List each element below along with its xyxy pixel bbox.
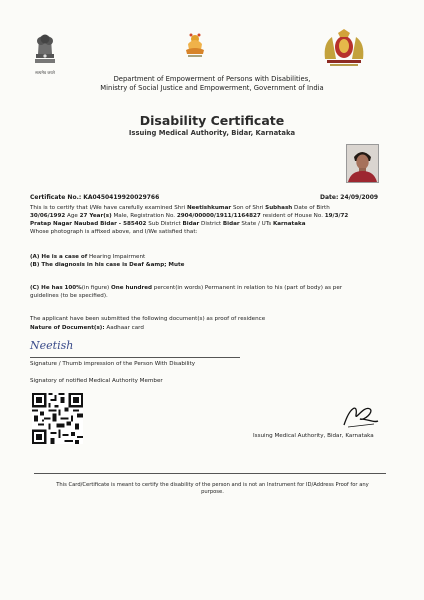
body-text: District [201,221,222,227]
karnataka-emblem-icon [320,29,368,69]
date-value: 24/09/2009 [340,194,379,201]
authority-signature-caption: Signatory of notified Medical Authority Member [30,378,163,384]
page-subtitle: Issuing Medical Authority, Bidar, Karnataka [128,129,296,137]
emblem-caption: सत्यमेव जयते [35,70,55,75]
certificate-number [30,194,159,202]
documents-value: Aadhaar card [106,325,144,331]
body-line-3 [30,221,306,229]
applicant-signature-caption: Signature / Thumb impression of the Person With Disability [30,361,196,367]
father-name: Subhash [265,205,293,211]
department-line-2: Ministry of Social Justice and Empowerment, Government of India [100,84,324,92]
applicant-signature: Neetish [30,339,74,352]
disability-percent: 100% [64,285,82,291]
applicant-name: Neetishkumar [186,205,232,211]
date-of-birth: 30/06/1992 [30,213,66,219]
center-logo-icon [182,30,208,60]
documents-row [30,325,144,333]
signature-line [30,357,240,358]
page-title: Disability Certificate [139,113,285,128]
date-label: Date: [320,194,339,201]
authority-signature-icon [340,401,380,429]
documents-label: Nature of Document(s): [30,325,105,331]
body-text: This is to certify that I/We have carefully examined Shri [30,205,186,211]
applicant-photo [346,144,379,183]
disability-percent-words: One hundred [111,285,153,291]
condition-b [30,262,184,270]
body-text: resident of House No. [262,213,323,219]
certificate-number-label: Certificate No.: [30,194,82,201]
district: Bidar [222,221,240,227]
documents-line: The applicant have been submitted the following document(s) as proof of residence [30,316,266,322]
state: Karnataka [272,221,306,227]
footer-note-line-1: This Card/Certificate is meant to certify the disability of the person and is not an Instrument for ID/Address Proof for any [56,482,369,488]
condition-b-value: Deaf &amp; Mute [129,262,185,268]
condition-c-line-2: guidelines (to be specified). [30,293,108,299]
condition-a [30,254,145,262]
body-text: (in figure) [81,285,110,291]
body-text: percent(in words) Permanent in relation to his [153,285,283,291]
condition-b-label: (B) The diagnosis in his case is [30,262,128,268]
footer-divider [34,473,386,474]
national-emblem-icon [30,32,60,74]
body-text: Male, Registration No. [113,213,176,219]
body-line-2 [30,213,348,221]
body-text: Son of Shri [232,205,264,211]
registration-number: 2904/00000/1911/1164827 [176,213,261,219]
body-text: Sub District [148,221,181,227]
body-text: (part of body) as per [284,285,343,291]
condition-c-line-1 [30,285,342,293]
body-line-4: Whose photograph is affixed above, and I/We satisfied that: [30,229,198,235]
age-value: 27 Year(s) [79,213,112,219]
condition-c-label: (C) He has [30,285,63,291]
body-text: Date of Birth [294,205,330,211]
body-line-1 [30,205,330,213]
certificate-number-value: KA0450419920029766 [83,194,160,201]
condition-a-label: (A) He is a case of [30,254,88,260]
qr-code-icon [32,393,83,444]
footer-note-line-2: purpose. [201,489,224,495]
house-number: 19/3/72 [324,213,349,219]
body-text: Age [67,213,78,219]
condition-a-value: Hearing Impairment [88,254,146,260]
certificate-date [320,194,378,202]
department-line-1: Department of Empowerment of Persons with Disabilities, [113,75,311,83]
body-text: State / UTs [241,221,272,227]
issuing-authority-label: Issuing Medical Authority, Bidar, Karnataka [253,433,374,439]
sub-district: Bidar [182,221,200,227]
address: Pratap Nagar Naubad Bidar - 585402 [30,221,147,227]
